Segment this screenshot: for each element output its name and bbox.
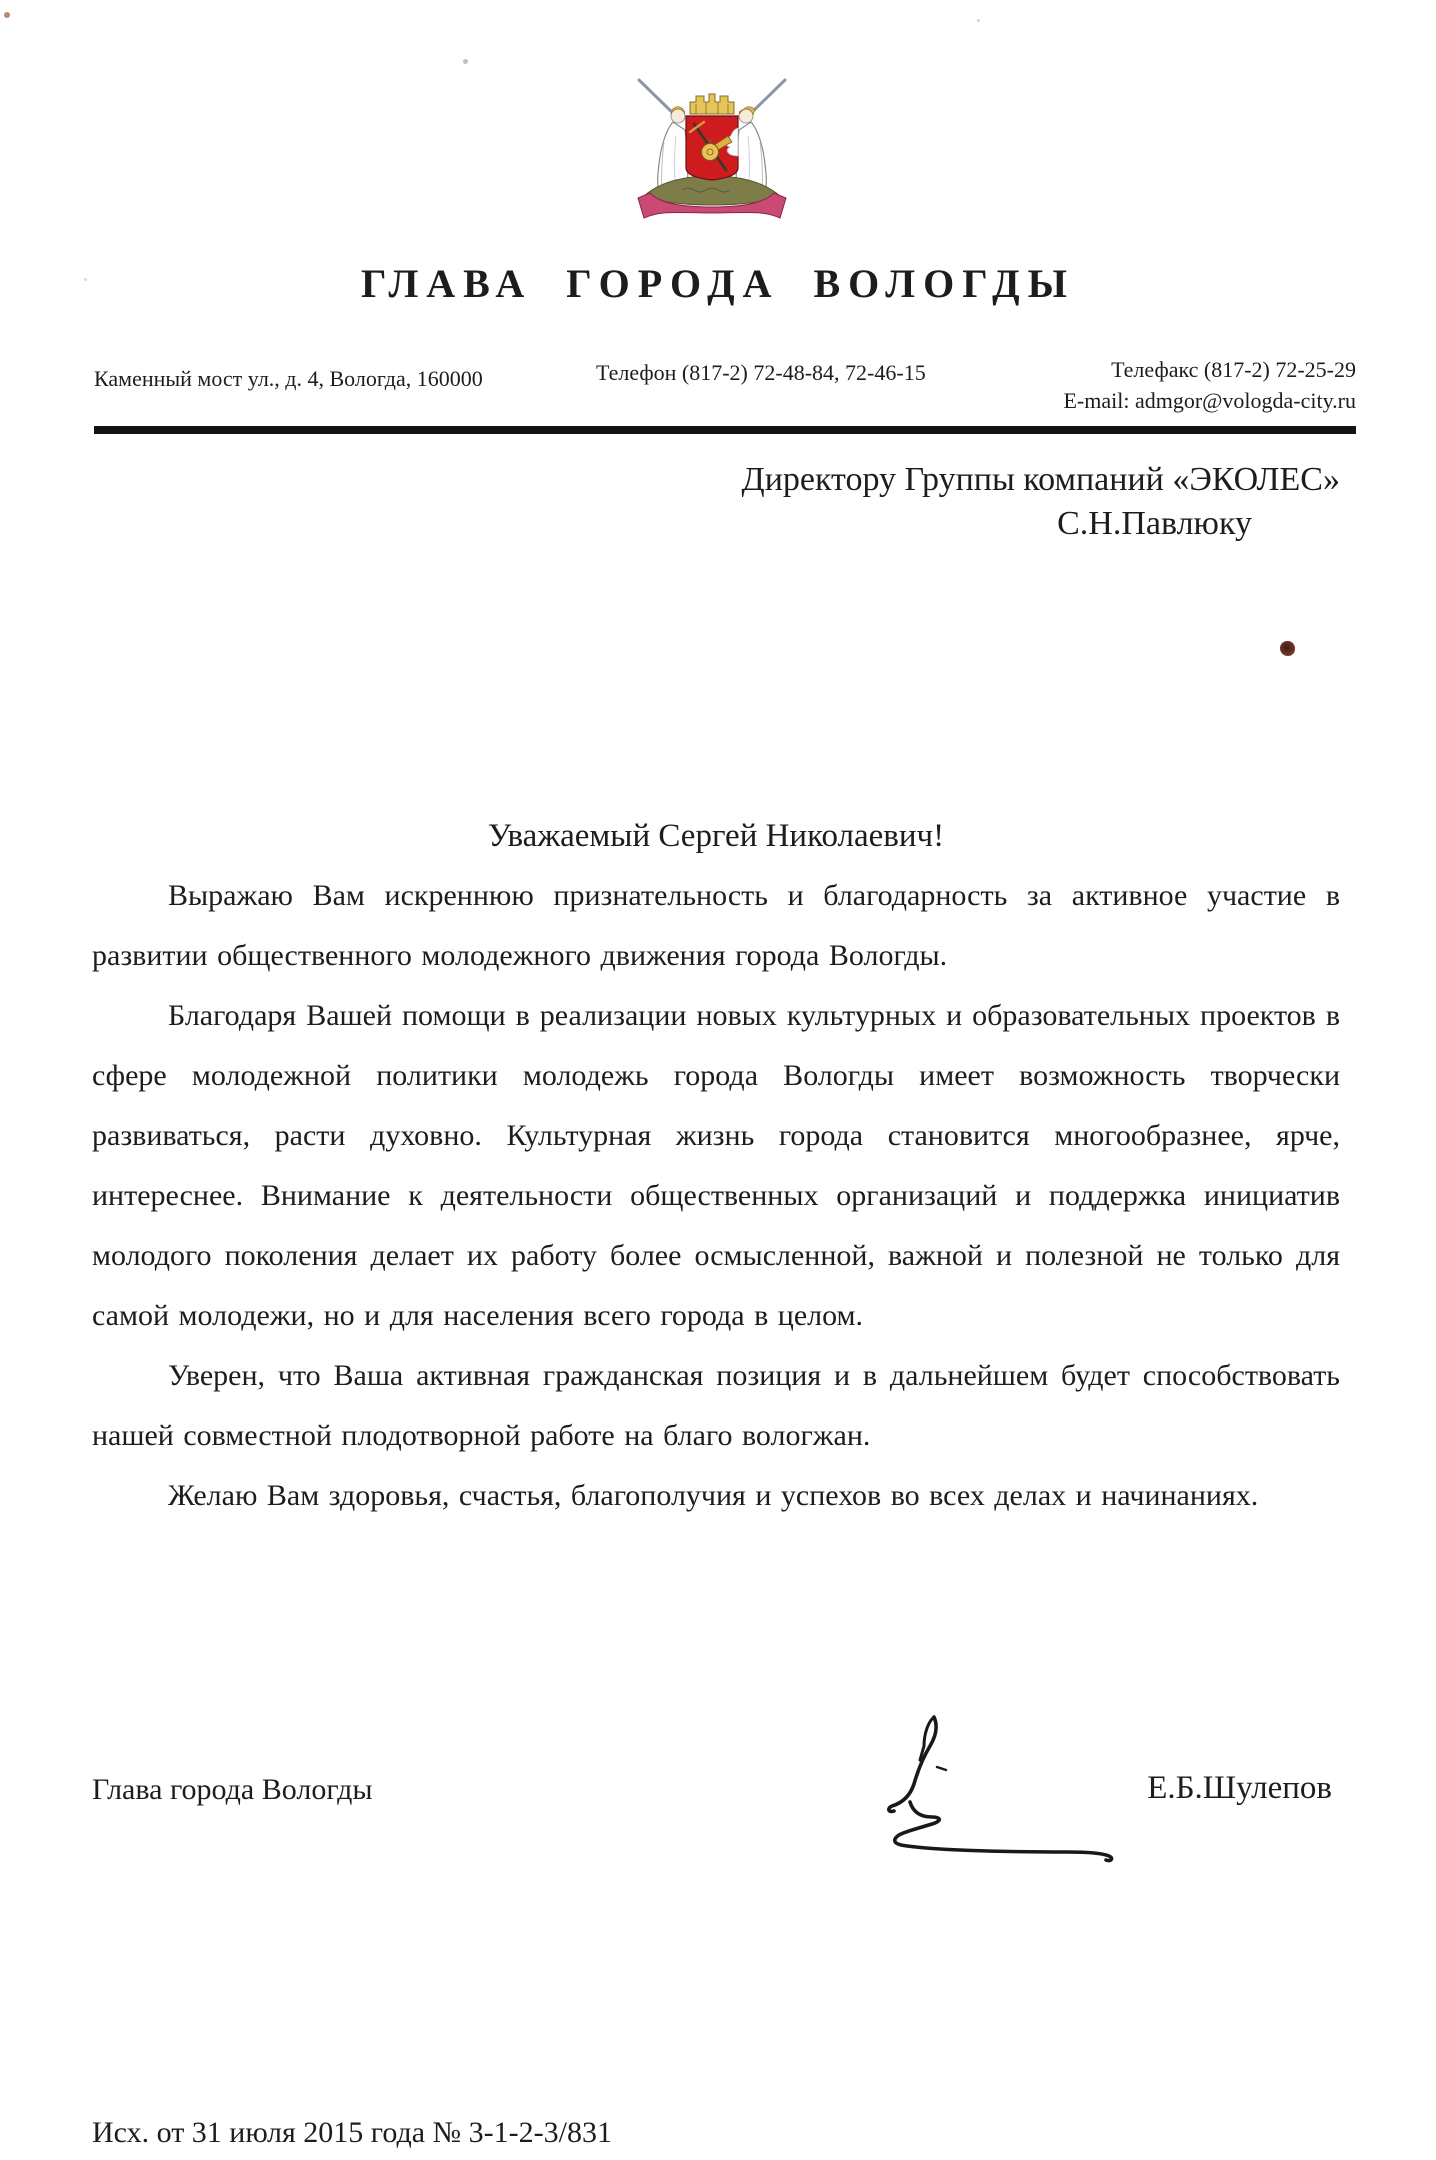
- signature-name: Е.Б.Шулепов: [1147, 1770, 1332, 1806]
- scan-speck: [463, 59, 468, 64]
- scan-speck: [4, 12, 10, 18]
- emblem-shield: [686, 116, 738, 180]
- scan-speck: [977, 19, 980, 22]
- emblem-crown: [690, 94, 734, 114]
- letterhead-fax-email-block: [1063, 354, 1356, 416]
- recipient-block: [742, 458, 1341, 546]
- scan-speck: [84, 278, 87, 281]
- letter-body: [92, 806, 1340, 1526]
- body-paragraph-1: Выражаю Вам искреннюю признательность и благодарность за активное участие в развитии общественного молодежного движения города Вологды.: [92, 879, 1340, 972]
- vologda-coat-of-arms-icon: [626, 72, 798, 224]
- salutation: Уважаемый Сергей Николаевич!: [487, 818, 945, 854]
- signature-position-title: Глава города Вологды: [92, 1773, 373, 1806]
- header-divider: [94, 426, 1356, 434]
- letterhead-phone: Телефон (817-2) 72-48-84, 72-46-15: [596, 360, 926, 385]
- letterhead-email: E-mail: admgor@vologda-city.ru: [1063, 388, 1356, 413]
- recipient-line-2: С.Н.Павлюку: [1057, 505, 1252, 542]
- body-paragraph-2: Благодаря Вашей помощи в реализации новых культурных и образовательных проектов в сфере молодежной политики молодежь города Вологды имеет возможность творчески развиваться, расти духовно. Культурная жизнь города становится многообразнее, ярче, интереснее. Внимание к деятельности общественных организаций и поддержка инициатив молодого поколения делает их работу более осмысленной, важной и полезной не только для самой молодежи, но и для населения всего города в целом.: [92, 999, 1340, 1332]
- body-paragraph-4: Желаю Вам здоровья, счастья, благополучия и успехов во всех делах и начинаниях.: [168, 1479, 1259, 1512]
- letterhead-address: Каменный мост ул., д. 4, Вологда, 160000: [94, 366, 483, 391]
- org-title: ГЛАВА ГОРОДА ВОЛОГДЫ: [361, 261, 1075, 306]
- ink-dot-artifact: [1280, 641, 1295, 656]
- outgoing-reference: Исх. от 31 июля 2015 года № 3-1-2-3/831: [92, 2116, 612, 2149]
- letterhead-fax: Телефакс (817-2) 72-25-29: [1111, 357, 1356, 382]
- body-paragraph-3: Уверен, что Ваша активная гражданская позиция и в дальнейшем будет способствовать нашей совместной плодотворной работе на благо вологжан.: [92, 1359, 1340, 1452]
- handwritten-signature: [858, 1702, 1182, 1892]
- recipient-line-1: Директору Группы компаний «ЭКОЛЕС»: [741, 461, 1340, 498]
